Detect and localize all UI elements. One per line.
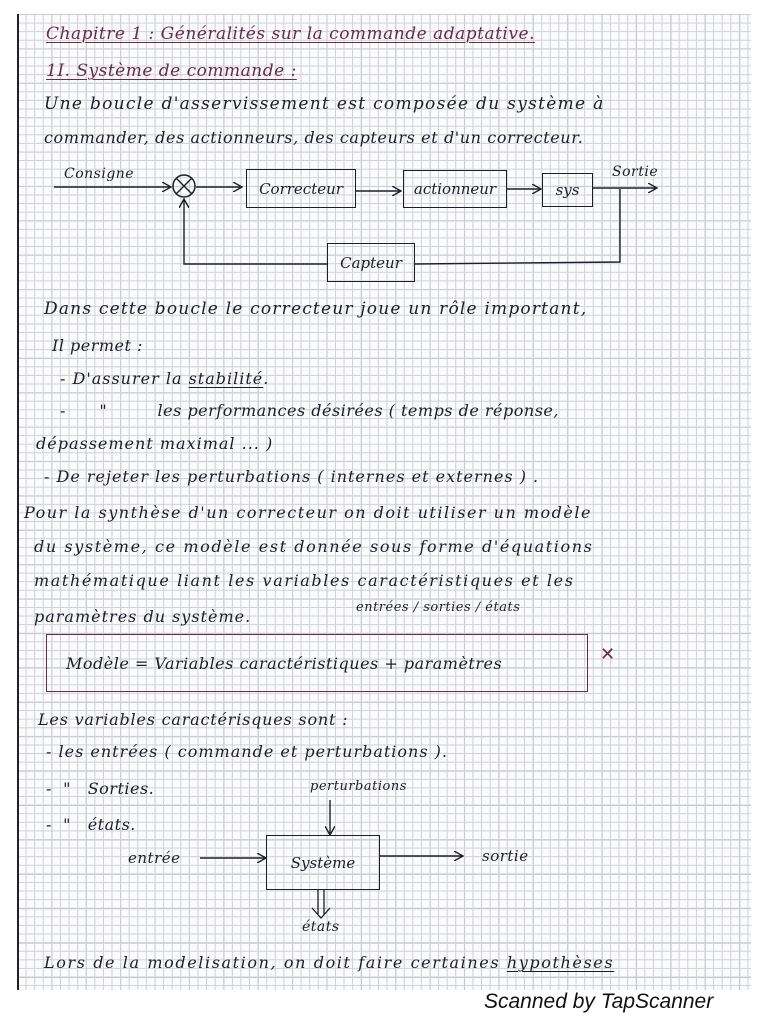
last-line-key: hypothèses xyxy=(506,953,615,972)
paragraph-3-line-4: paramètres du système. xyxy=(34,607,252,626)
sys-block xyxy=(542,173,593,207)
model-equation-text: Modèle = Variables caractéristiques + paramètres xyxy=(66,654,503,673)
variables-item-3: - " états. xyxy=(46,815,136,834)
bullet-1 xyxy=(60,369,269,388)
scanner-watermark: Scanned by TapScanner xyxy=(484,990,714,1013)
perturbations-label: perturbations xyxy=(310,779,407,794)
paragraph-3-line-1: Pour la synthèse d'un correcteur on doit utiliser un modèle xyxy=(24,503,592,522)
paragraph-2-line-2: Il permet : xyxy=(52,336,143,355)
variables-item-2: - " Sorties. xyxy=(46,779,155,798)
correcteur-block xyxy=(246,169,356,208)
systeme-label: Système xyxy=(290,853,356,872)
systeme-block xyxy=(266,835,380,890)
paragraph-4-line-1: Les variables caractérisques sont : xyxy=(38,710,349,729)
paragraph-2-line-1: Dans cette boucle le correcteur joue un rôle important, xyxy=(44,299,588,319)
bullet-2: - " les performances désirées ( temps de réponse, xyxy=(60,401,559,420)
paragraph-1-line-2: commander, des actionneurs, des capteurs et d'un correcteur. xyxy=(44,128,584,147)
bullet-1-end: . xyxy=(263,369,270,388)
section-title-text: 1I. Système de commande : xyxy=(46,61,297,81)
summing-node-icon xyxy=(173,175,195,197)
sortie-label: Sortie xyxy=(612,164,659,180)
capteur-label: Capteur xyxy=(340,253,402,272)
bullet-1-key: stabilité xyxy=(188,369,264,388)
sortie-label-2: sortie xyxy=(482,847,529,865)
paragraph-3-line-3: mathématique liant les variables caractéristiques et les xyxy=(34,571,575,590)
entree-label: entrée xyxy=(128,849,181,867)
etats-label: états xyxy=(302,919,340,935)
paragraph-3-line-2: du système, ce modèle est donnée sous forme d'équations xyxy=(34,537,594,556)
last-line-text: Lors de la modelisation, on doit faire certaines xyxy=(44,953,501,972)
consigne-label: Consigne xyxy=(64,166,135,182)
variables-item-1: - les entrées ( commande et perturbations ). xyxy=(46,742,448,761)
correcteur-label: Correcteur xyxy=(259,179,343,198)
actionneur-block xyxy=(403,170,507,208)
etats-double-arrow xyxy=(312,890,330,918)
sys-label: sys xyxy=(555,181,580,199)
cross-mark-icon: ✕ xyxy=(600,644,616,665)
paragraph-1-line-1: Une boucle d'asservissement est composée du système à xyxy=(44,94,605,114)
feedback-line-left xyxy=(184,200,327,264)
capteur-block xyxy=(327,243,415,282)
actionneur-label: actionneur xyxy=(413,180,497,198)
chapter-title-text: Chapitre 1 : Généralités sur la commande adaptative. xyxy=(46,24,535,44)
bullet-1-prefix: - D'assurer la xyxy=(60,369,183,388)
last-line xyxy=(44,953,614,972)
paragraph-3-note: entrées / sorties / états xyxy=(356,600,521,615)
bullet-2-cont: dépassement maximal ... ) xyxy=(36,434,274,453)
bullet-3: - De rejeter les perturbations ( internes et externes ) . xyxy=(44,467,540,486)
